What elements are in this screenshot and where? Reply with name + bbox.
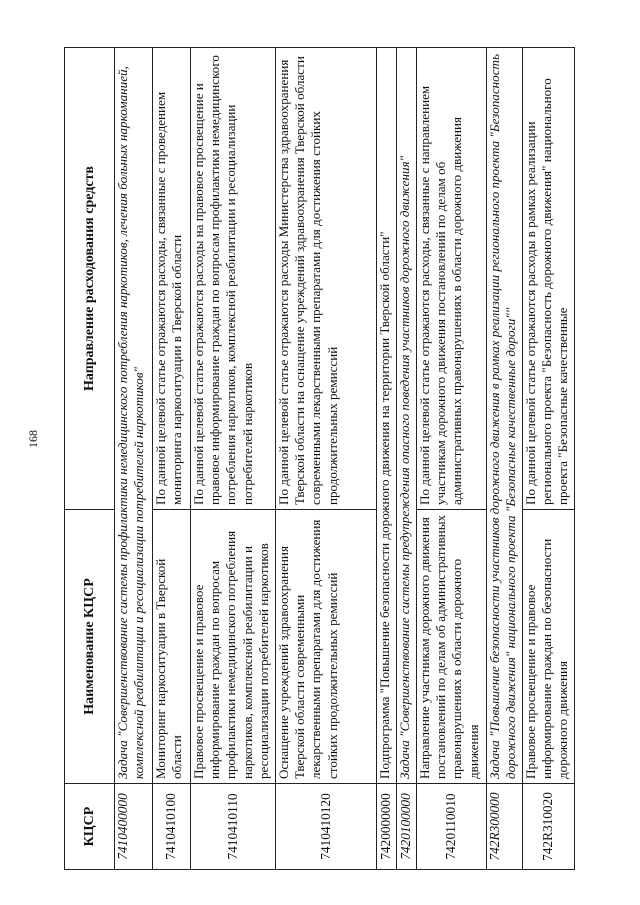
table-row (153, 48, 191, 870)
row-direction: По данной целевой статье отражаются расходы в рамках реализации регионального проекта "Безопасность дорожного движения" национального проекта "Безопасные качественные (523, 48, 575, 510)
row-name: Мониторинг наркоситуации в Тверской области (153, 510, 191, 784)
subprogram-row (377, 48, 397, 870)
task-row (115, 48, 153, 870)
task-text: Задача "Совершенствование системы предупреждения опасного поведения участников дорожного движения" (397, 48, 417, 784)
row-direction: По данной целевой статье отражаются расходы Министерства здравоохранения Тверской области на оснащение учреждений здравоохранения Тверской области современными лекарственными препаратами для достижения стойких продолжительных ремиссий (276, 48, 377, 510)
task-row (487, 48, 523, 870)
row-code: 7410410100 (153, 784, 191, 870)
subprogram-text: Подпрограмма "Повышение безопасности дорожного движения на территории Тверской области" (377, 48, 397, 784)
task-row (397, 48, 417, 870)
header-name: Наименование КЦСР (65, 510, 115, 784)
task-text: Задача "Совершенствование системы профилактики немедицинского потребления наркотиков, лечения больных наркоманией, комплексной реабилитации и ресоциализации потребителей наркотиков" (115, 48, 153, 784)
table-header-row (65, 48, 115, 870)
table-row (417, 48, 487, 870)
row-code: 742R300000 (487, 784, 523, 870)
row-direction: По данной целевой статье отражаются расходы на правовое просвещение и правовое информирование граждан по вопросам профилактики немедицинского потребления наркотиков, комплексной реабилитации и ресоциализации потребителей наркотиков (191, 48, 276, 510)
table-row (523, 48, 575, 870)
table-row (191, 48, 276, 870)
rotated-table-container (64, 48, 574, 870)
row-code: 7420000000 (377, 784, 397, 870)
row-code: 7410400000 (115, 784, 153, 870)
row-name: Правовое просвещение и правовое информирование граждан по вопросам профилактики немедицинского потребления наркотиков, комплексной реабилитации и ресоциализации потребителей наркотиков (191, 510, 276, 784)
row-name: Оснащение учреждений здравоохранения Тверской области современными лекарственными препаратами для достижения стойких продолжительных ремиссий (276, 510, 377, 784)
header-direction: Направление расходования средств (65, 48, 115, 510)
row-direction: По данной целевой статье отражаются расходы, связанные с направлением участникам дорожного движения постановлений по делам об административных правонарушениях в области дорожного движения (417, 48, 487, 510)
page-number-text: 168 (26, 430, 40, 448)
expenditure-table (64, 47, 575, 870)
table-row (276, 48, 377, 870)
task-text: Задача "Повышение безопасности участников дорожного движения в рамках реализации регионального проекта "Безопасность дорожного движения" национального проекта "Безопасные качественные дороги"" (487, 48, 523, 784)
row-direction: По данной целевой статье отражаются расходы, связанные с проведением мониторинга наркоситуации в Тверской области (153, 48, 191, 510)
row-name: Направление участникам дорожного движения постановлений по делам об административных правонарушениях в области дорожного движения (417, 510, 487, 784)
row-code: 7410410110 (191, 784, 276, 870)
row-code: 742R310020 (523, 784, 575, 870)
row-code: 7410410120 (276, 784, 377, 870)
row-name: Правовое просвещение и правовое информирование граждан по безопасности дорожного движения (523, 510, 575, 784)
row-code: 7420110010 (417, 784, 487, 870)
row-code: 7420100000 (397, 784, 417, 870)
header-kcsr: КЦСР (65, 784, 115, 870)
